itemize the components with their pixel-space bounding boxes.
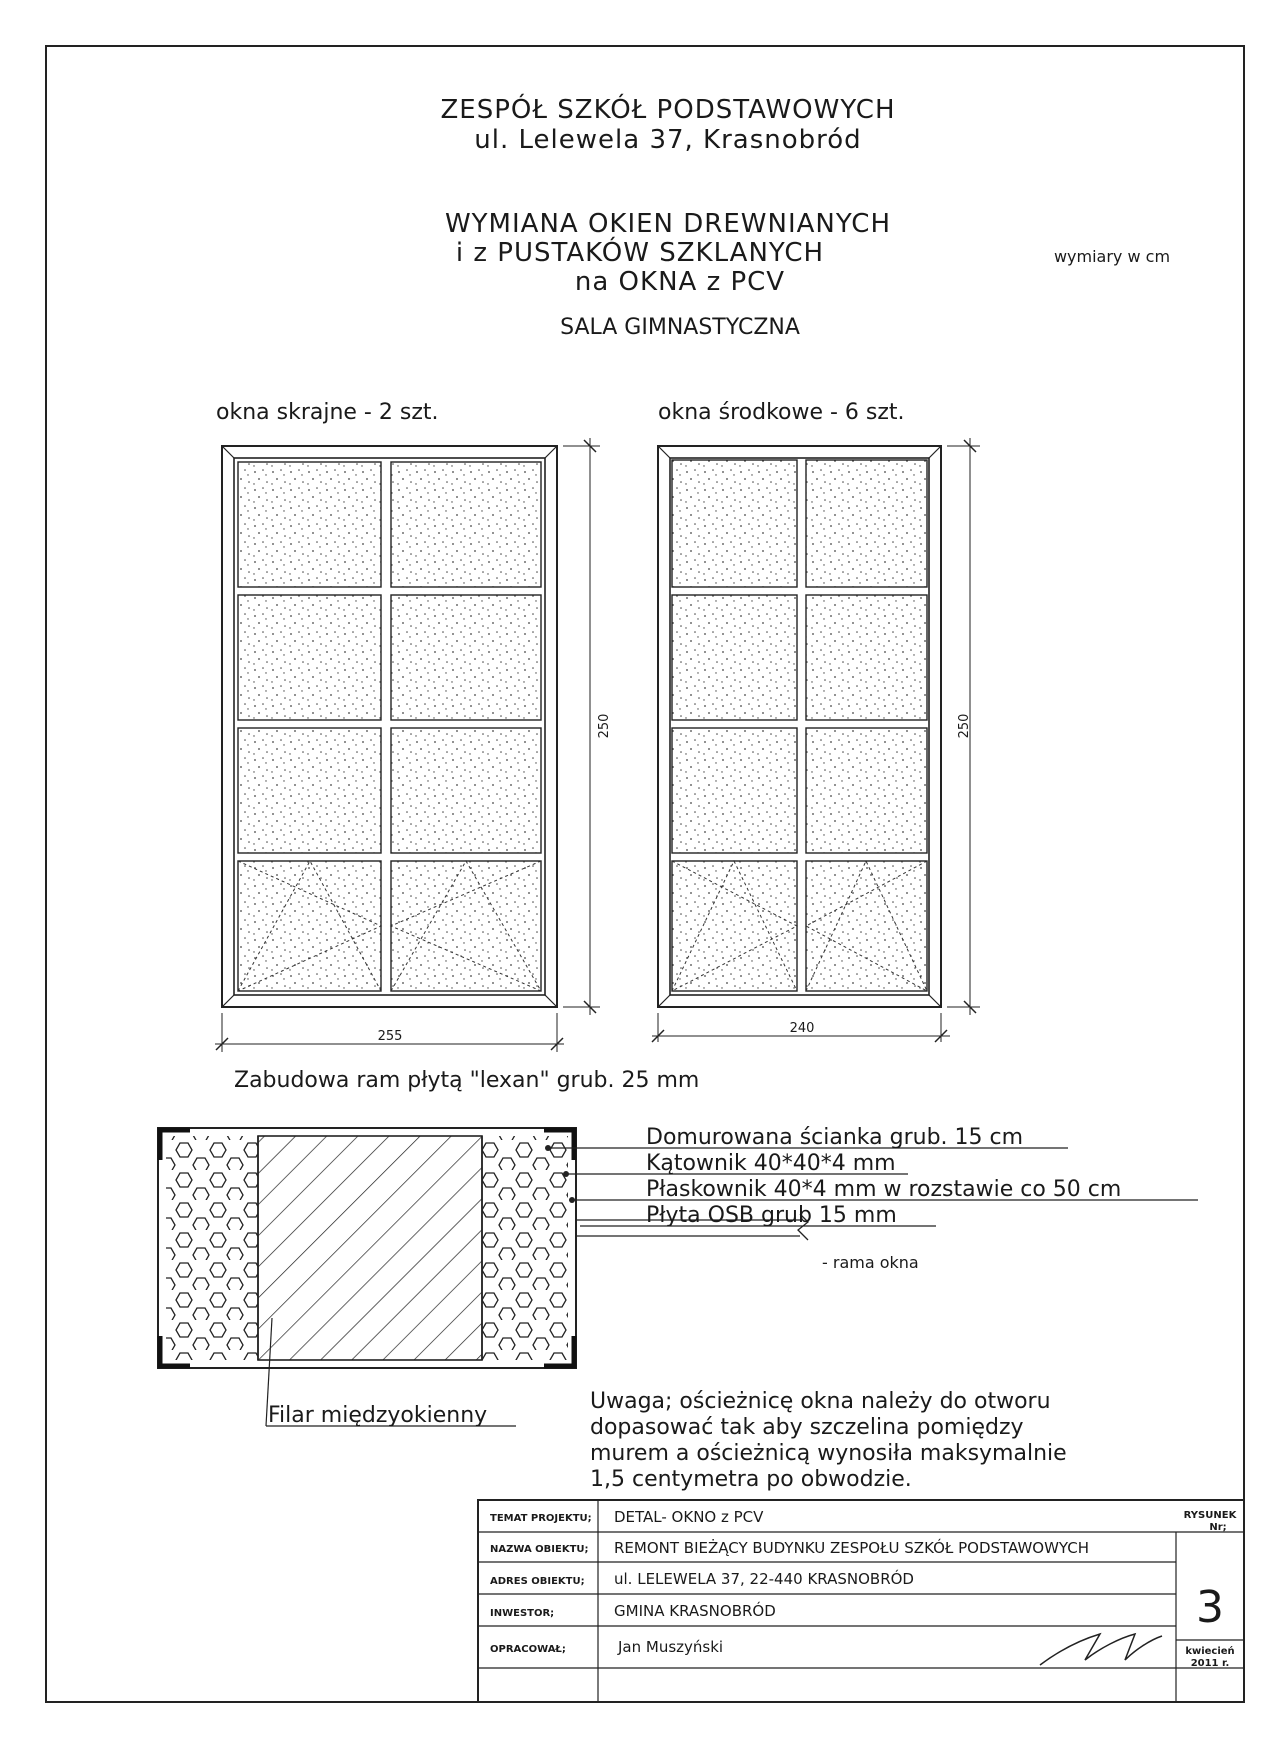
dimension-height-edge: 250 — [597, 713, 612, 739]
tb-value-investor: GMINA KRASNOBRÓD — [614, 1602, 776, 1620]
detail-label-wall: Domurowana ścianka grub. 15 cm — [646, 1125, 1024, 1150]
project-title-line3: na OKNA z PCV — [574, 267, 786, 297]
room-name: SALA GIMNASTYCZNA — [560, 315, 800, 340]
date-month: kwiecień — [1185, 1646, 1235, 1657]
project-title-line1: WYMIANA OKIEN DREWNIANYCH — [444, 209, 892, 239]
tb-key-author: OPRACOWAŁ; — [490, 1644, 566, 1655]
tb-key-topic: TEMAT PROJEKTU; — [490, 1513, 592, 1524]
tb-key-address: ADRES OBIEKTU; — [490, 1576, 585, 1587]
tb-value-address: ul. LELEWELA 37, 22-440 KRASNOBRÓD — [614, 1570, 914, 1588]
remark-line4: 1,5 centymetra po obwodzie. — [590, 1467, 912, 1492]
date-year: 2011 r. — [1190, 1658, 1230, 1669]
units-note: wymiary w cm — [1053, 247, 1171, 266]
remark-line3: murem a ościeżnicą wynosiła maksymalnie — [590, 1441, 1067, 1466]
drawing-number-label: Nr; — [1209, 1522, 1227, 1533]
signature-icon — [1040, 1634, 1162, 1665]
tb-key-investor: INWESTOR; — [490, 1608, 555, 1619]
drawing-number: 3 — [1196, 1582, 1224, 1633]
detail-label-flatbar: Płaskownik 40*4 mm w rozstawie co 50 cm — [646, 1177, 1122, 1202]
dimension-width-edge: 255 — [377, 1029, 403, 1044]
lexan-note: Zabudowa ram płytą "lexan" grub. 25 mm — [234, 1068, 700, 1093]
title-block — [478, 1500, 1244, 1702]
dimension-height-middle: 250 — [957, 713, 972, 739]
window-middle — [658, 446, 941, 1007]
tb-value-topic: DETAL- OKNO z PCV — [614, 1508, 764, 1526]
tb-key-object: NAZWA OBIEKTU; — [490, 1544, 589, 1555]
drawing-label: RYSUNEK — [1183, 1510, 1237, 1521]
window-label-edge: okna skrajne - 2 szt. — [216, 400, 439, 425]
dimension-width-middle: 240 — [789, 1021, 815, 1036]
school-name: ZESPÓŁ SZKÓŁ PODSTAWOWYCH — [440, 95, 896, 125]
window-label-middle: okna środkowe - 6 szt. — [658, 400, 905, 425]
tb-value-object: REMONT BIEŻĄCY BUDYNKU ZESPOŁU SZKÓŁ PODSTAWOWYCH — [614, 1539, 1090, 1557]
tb-value-author: Jan Muszyński — [618, 1638, 724, 1656]
remark-line1: Uwaga; ościeżnicę okna należy do otworu — [590, 1389, 1051, 1414]
remark-line2: dopasować tak aby szczelina pomiędzy — [590, 1415, 1024, 1440]
pillar-label: Filar międzyokienny — [268, 1403, 488, 1428]
school-address: ul. Lelewela 37, Krasnobród — [474, 125, 862, 155]
detail-label-osb: Płyta OSB grub 15 mm — [646, 1203, 897, 1228]
project-title-line2: i z PUSTAKÓW SZKLANYCH — [455, 238, 825, 268]
window-edge — [222, 446, 557, 1007]
window-frame-label: - rama okna — [822, 1253, 919, 1272]
detail-label-angle: Kątownik 40*40*4 mm — [646, 1151, 896, 1176]
